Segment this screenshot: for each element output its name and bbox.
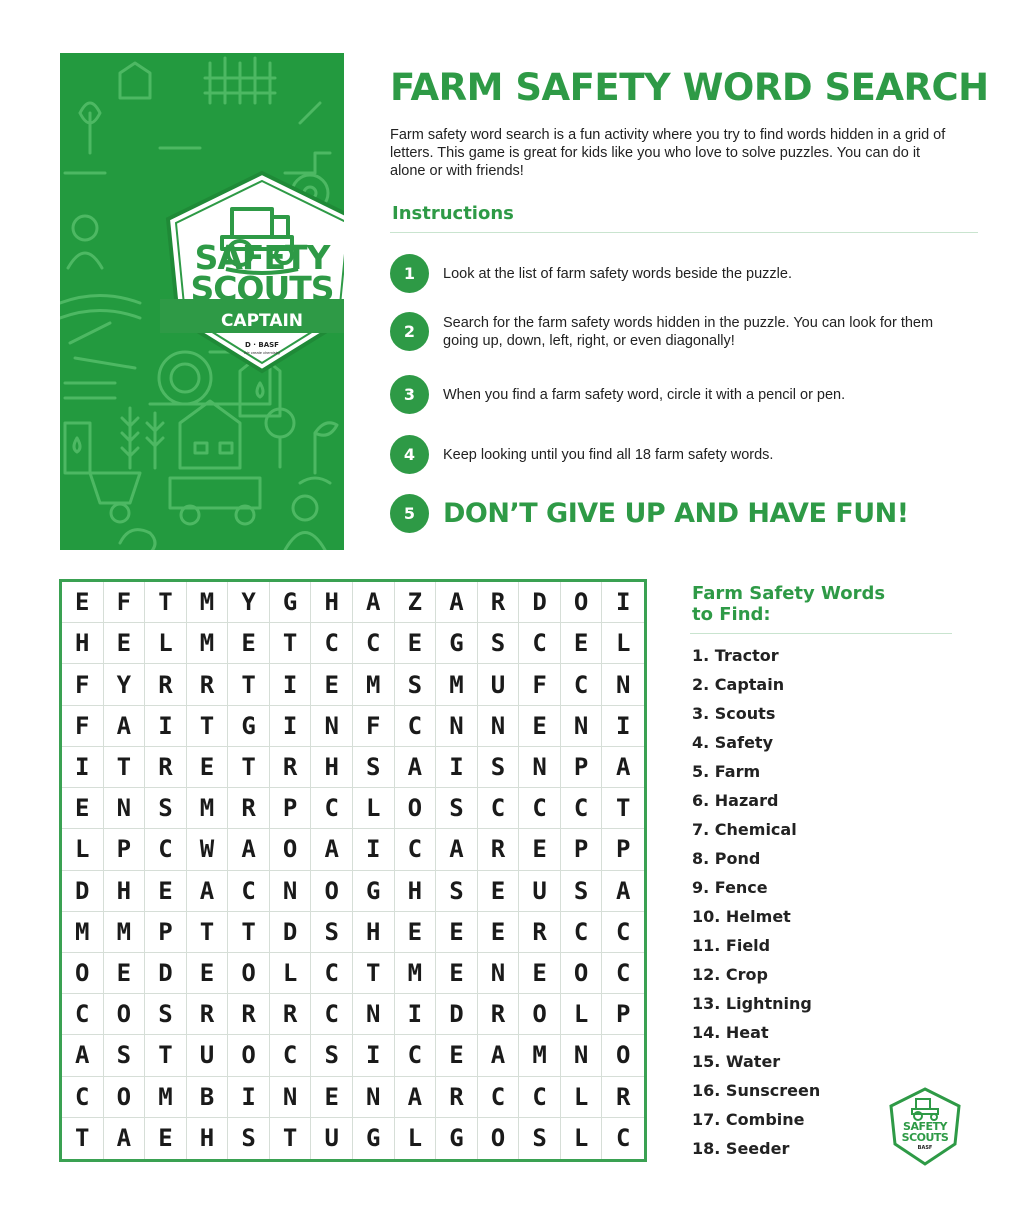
step-text-final: DON’T GIVE UP AND HAVE FUN! (443, 498, 909, 529)
step-text: Search for the farm safety words hidden in the puzzle. You can look for them going up, down, left, right, or even diagonally! (443, 315, 934, 349)
mini-safety-scouts-badge (888, 1087, 962, 1167)
grid-letter-cell[interactable]: S (353, 747, 395, 788)
grid-letter-cell[interactable]: M (395, 953, 437, 994)
grid-letter-cell[interactable]: L (561, 994, 603, 1035)
grid-letter-cell[interactable]: S (436, 871, 478, 912)
grid-letter-cell[interactable]: A (436, 829, 478, 870)
word-list-item: 2. Captain (692, 675, 785, 694)
grid-letter-cell[interactable]: S (395, 664, 437, 705)
step-number: 4 (390, 435, 429, 474)
step-number: 2 (390, 312, 429, 351)
grid-letter-cell[interactable]: I (436, 747, 478, 788)
grid-letter-cell[interactable]: A (602, 871, 644, 912)
grid-letter-cell[interactable]: O (228, 1035, 270, 1076)
grid-letter-cell[interactable]: P (270, 788, 312, 829)
grid-letter-cell[interactable]: R (187, 664, 229, 705)
grid-letter-cell[interactable]: M (187, 788, 229, 829)
grid-letter-cell[interactable]: L (561, 1077, 603, 1118)
grid-letter-cell[interactable]: U (478, 664, 520, 705)
grid-letter-cell[interactable]: M (187, 582, 229, 623)
grid-letter-cell[interactable]: C (519, 623, 561, 664)
instructions-heading: Instructions (392, 203, 514, 224)
grid-letter-cell[interactable]: S (228, 1118, 270, 1159)
grid-letter-cell[interactable]: A (104, 1118, 146, 1159)
grid-letter-cell[interactable]: D (270, 912, 312, 953)
grid-letter-cell[interactable]: A (311, 829, 353, 870)
grid-letter-cell[interactable]: O (62, 953, 104, 994)
grid-letter-cell[interactable]: C (519, 788, 561, 829)
grid-letter-cell[interactable]: I (62, 747, 104, 788)
grid-letter-cell[interactable]: S (436, 788, 478, 829)
grid-letter-cell[interactable]: P (561, 829, 603, 870)
word-list-item: 8. Pond (692, 849, 761, 868)
grid-letter-cell[interactable]: A (395, 1077, 437, 1118)
grid-letter-cell[interactable]: G (436, 623, 478, 664)
grid-letter-cell[interactable]: T (353, 953, 395, 994)
grid-letter-cell[interactable]: T (145, 1035, 187, 1076)
grid-letter-cell[interactable]: M (62, 912, 104, 953)
grid-letter-cell[interactable]: Z (395, 582, 437, 623)
instruction-step-1 (390, 254, 990, 294)
word-list-item: 6. Hazard (692, 791, 779, 810)
grid-letter-cell[interactable]: O (602, 1035, 644, 1076)
grid-letter-cell[interactable]: E (436, 953, 478, 994)
word-list-item: 5. Farm (692, 762, 761, 781)
grid-letter-cell[interactable]: S (311, 1035, 353, 1076)
grid-letter-cell[interactable]: S (311, 912, 353, 953)
grid-letter-cell[interactable]: N (436, 706, 478, 747)
grid-letter-cell[interactable]: E (145, 871, 187, 912)
grid-letter-cell[interactable]: E (395, 623, 437, 664)
grid-letter-cell[interactable]: C (270, 1035, 312, 1076)
grid-letter-cell[interactable]: E (311, 664, 353, 705)
grid-letter-cell[interactable]: C (519, 1077, 561, 1118)
word-list-item: 4. Safety (692, 733, 773, 752)
grid-letter-cell[interactable]: F (104, 582, 146, 623)
grid-letter-cell[interactable]: O (228, 953, 270, 994)
grid-letter-cell[interactable]: L (270, 953, 312, 994)
grid-letter-cell[interactable]: D (145, 953, 187, 994)
grid-letter-cell[interactable]: M (187, 623, 229, 664)
grid-letter-cell[interactable]: E (104, 623, 146, 664)
grid-letter-cell[interactable]: F (519, 664, 561, 705)
grid-letter-cell[interactable]: Y (104, 664, 146, 705)
grid-letter-cell[interactable]: S (478, 623, 520, 664)
grid-letter-cell[interactable]: G (228, 706, 270, 747)
step-number: 3 (390, 375, 429, 414)
grid-letter-cell[interactable]: R (187, 994, 229, 1035)
grid-letter-cell[interactable]: H (62, 623, 104, 664)
word-list-item: 17. Combine (692, 1110, 805, 1129)
grid-letter-cell[interactable]: O (478, 1118, 520, 1159)
grid-letter-cell[interactable]: F (62, 706, 104, 747)
grid-letter-cell[interactable]: R (270, 994, 312, 1035)
grid-letter-cell[interactable]: T (228, 747, 270, 788)
grid-letter-cell[interactable]: N (270, 871, 312, 912)
grid-letter-cell[interactable]: Y (228, 582, 270, 623)
grid-letter-cell[interactable]: S (478, 747, 520, 788)
grid-letter-cell[interactable]: A (228, 829, 270, 870)
grid-letter-cell[interactable]: R (602, 1077, 644, 1118)
grid-letter-cell[interactable]: I (270, 664, 312, 705)
instruction-step-3 (390, 375, 990, 415)
grid-letter-cell[interactable]: C (311, 994, 353, 1035)
grid-letter-cell[interactable]: C (62, 994, 104, 1035)
grid-letter-cell[interactable]: T (187, 912, 229, 953)
grid-letter-cell[interactable]: R (478, 829, 520, 870)
grid-letter-cell[interactable]: U (187, 1035, 229, 1076)
grid-letter-cell[interactable]: L (561, 1118, 603, 1159)
grid-letter-cell[interactable]: P (602, 829, 644, 870)
basf-tagline: We create chemistry (243, 350, 281, 355)
grid-letter-cell[interactable]: A (602, 747, 644, 788)
grid-letter-cell[interactable]: H (311, 747, 353, 788)
word-list (692, 645, 820, 1167)
cover-illustration (60, 53, 344, 550)
instruction-step-2 (390, 312, 990, 352)
grid-letter-cell[interactable]: E (311, 1077, 353, 1118)
grid-letter-cell[interactable]: G (353, 1118, 395, 1159)
grid-letter-cell[interactable]: P (104, 829, 146, 870)
grid-letter-cell[interactable]: S (145, 788, 187, 829)
step-text: Keep looking until you find all 18 farm safety words. (443, 447, 774, 463)
grid-letter-cell[interactable]: T (270, 623, 312, 664)
grid-letter-cell[interactable]: L (62, 829, 104, 870)
grid-letter-cell[interactable]: M (104, 912, 146, 953)
grid-letter-cell[interactable]: G (353, 871, 395, 912)
step-text: When you find a farm safety word, circle it with a pencil or pen. (443, 387, 846, 403)
grid-letter-cell[interactable]: T (602, 788, 644, 829)
grid-letter-cell[interactable]: N (104, 788, 146, 829)
grid-letter-cell[interactable]: R (145, 747, 187, 788)
badge-rank: CAPTAIN (220, 311, 304, 331)
grid-letter-cell[interactable]: T (187, 706, 229, 747)
word-list-item: 7. Chemical (692, 820, 797, 839)
instructions-divider (390, 232, 978, 233)
grid-letter-cell[interactable]: B (187, 1077, 229, 1118)
grid-letter-cell[interactable]: C (395, 706, 437, 747)
badge-title-line1: SAFETY (194, 238, 330, 277)
grid-letter-cell[interactable]: E (519, 829, 561, 870)
grid-letter-cell[interactable]: A (395, 747, 437, 788)
grid-letter-cell[interactable]: R (228, 994, 270, 1035)
grid-letter-cell[interactable]: C (615, 1124, 631, 1153)
grid-letter-cell[interactable]: U (519, 871, 561, 912)
mini-badge-line2: SCOUTS (901, 1131, 949, 1144)
grid-letter-cell[interactable]: R (478, 994, 520, 1035)
grid-letter-cell[interactable]: N (561, 1035, 603, 1076)
grid-letter-cell[interactable]: E (561, 623, 603, 664)
grid-letter-cell[interactable]: A (478, 1035, 520, 1076)
grid-letter-cell[interactable]: T (228, 912, 270, 953)
grid-letter-cell[interactable]: A (62, 1035, 104, 1076)
grid-letter-cell[interactable]: N (478, 953, 520, 994)
grid-letter-cell[interactable]: L (602, 623, 644, 664)
grid-letter-cell[interactable]: E (145, 1118, 187, 1159)
grid-letter-cell[interactable]: L (353, 788, 395, 829)
word-list-item: 16. Sunscreen (692, 1081, 821, 1100)
grid-letter-cell[interactable]: C (228, 871, 270, 912)
grid-letter-cell[interactable]: C (145, 829, 187, 870)
grid-letter-cell[interactable]: C (561, 664, 603, 705)
grid-letter-cell[interactable]: N (602, 664, 644, 705)
grid-letter-cell[interactable]: E (478, 871, 520, 912)
word-list-item: 9. Fence (692, 878, 768, 897)
grid-letter-cell[interactable]: M (519, 1035, 561, 1076)
word-list-divider (690, 633, 952, 634)
grid-letter-cell[interactable]: O (311, 871, 353, 912)
grid-letter-cell[interactable]: H (395, 871, 437, 912)
grid-letter-cell[interactable]: S (104, 1035, 146, 1076)
word-search-grid[interactable] (59, 579, 647, 1162)
grid-letter-cell[interactable]: A (104, 706, 146, 747)
grid-letter-cell[interactable]: C (311, 953, 353, 994)
grid-letter-cell[interactable]: F (62, 664, 104, 705)
intro-paragraph: Farm safety word search is a fun activity where you try to find words hidden in a grid of letters. This game is great for kids like you who love to solve puzzles. You can do it alone or with friends! (390, 127, 946, 179)
grid-letter-cell[interactable]: A (187, 871, 229, 912)
grid-letter-cell[interactable]: R (270, 747, 312, 788)
word-list-item: 13. Lightning (692, 994, 812, 1013)
word-list-item: 14. Heat (692, 1023, 769, 1042)
grid-letter-cell[interactable]: T (104, 747, 146, 788)
grid-letter-cell[interactable]: P (561, 747, 603, 788)
step-number: 1 (390, 254, 429, 293)
grid-letter-cell[interactable]: L (145, 623, 187, 664)
grid-letter-cell[interactable]: E (519, 953, 561, 994)
grid-letter-cell[interactable]: E (187, 953, 229, 994)
safety-scouts-badge (160, 169, 344, 379)
grid-letter-cell[interactable]: E (395, 912, 437, 953)
grid-letter-cell[interactable]: E (187, 747, 229, 788)
grid-letter-cell[interactable]: C (353, 623, 395, 664)
word-list-heading-line2: to Find: (692, 604, 771, 625)
grid-letter-cell[interactable]: P (602, 994, 644, 1035)
grid-letter-cell[interactable]: T (228, 664, 270, 705)
grid-letter-cell[interactable]: O (519, 994, 561, 1035)
grid-letter-cell[interactable]: T (270, 1118, 312, 1159)
grid-letter-cell[interactable]: O (270, 829, 312, 870)
grid-letter-cell[interactable]: R (228, 788, 270, 829)
grid-letter-cell[interactable]: C (311, 788, 353, 829)
grid-letter-cell[interactable]: O (104, 1077, 146, 1118)
grid-letter-cell[interactable]: I (395, 994, 437, 1035)
grid-letter-cell[interactable]: I (602, 582, 644, 623)
grid-letter-cell[interactable]: R (145, 664, 187, 705)
grid-letter-cell[interactable]: G (436, 1118, 478, 1159)
grid-letter-cell[interactable]: I (602, 706, 644, 747)
grid-letter-cell[interactable]: F (353, 706, 395, 747)
word-list-item: 15. Water (692, 1052, 781, 1071)
word-list-item: 1. Tractor (692, 646, 779, 665)
grid-letter-cell[interactable]: D (519, 582, 561, 623)
grid-letter-cell[interactable]: E (478, 912, 520, 953)
grid-letter-cell[interactable]: O (395, 788, 437, 829)
grid-letter-cell[interactable]: O (104, 994, 146, 1035)
grid-letter-cell[interactable]: O (561, 582, 603, 623)
grid-letter-cell[interactable]: E (104, 953, 146, 994)
badge-title-line2: SCOUTS (190, 269, 334, 308)
grid-letter-cell[interactable]: C (395, 1035, 437, 1076)
grid-letter-cell[interactable]: R (436, 1077, 478, 1118)
grid-letter-cell[interactable]: I (353, 1035, 395, 1076)
grid-letter-cell[interactable]: G (270, 582, 312, 623)
step-number: 5 (390, 494, 429, 533)
grid-letter-cell[interactable]: L (395, 1118, 437, 1159)
grid-letter-cell[interactable]: C (602, 953, 644, 994)
grid-letter-cell[interactable]: O (561, 953, 603, 994)
grid-letter-cell[interactable]: N (519, 747, 561, 788)
grid-letter-cell[interactable]: E (436, 912, 478, 953)
word-list-item: 12. Crop (692, 965, 768, 984)
word-list-item: 10. Helmet (692, 907, 791, 926)
mini-badge-line1: SAFETY (903, 1120, 947, 1133)
grid-letter-cell[interactable]: U (311, 1118, 353, 1159)
grid-letter-cell[interactable]: H (187, 1118, 229, 1159)
grid-letter-cell[interactable]: A (353, 582, 395, 623)
grid-letter-cell[interactable]: M (145, 1077, 187, 1118)
grid-letter-cell[interactable]: C (561, 912, 603, 953)
page-title: FARM SAFETY WORD SEARCH (390, 66, 989, 109)
word-list-item: 3. Scouts (692, 704, 776, 723)
instruction-step-4 (390, 435, 990, 475)
grid-letter-cell[interactable]: I (228, 1077, 270, 1118)
grid-letter-cell[interactable]: C (478, 788, 520, 829)
grid-letter-cell[interactable]: N (311, 706, 353, 747)
word-list-item: 11. Field (692, 936, 771, 955)
grid-letter-cell[interactable]: R (519, 912, 561, 953)
grid-letter-cell[interactable]: R (478, 582, 520, 623)
grid-letter-cell[interactable]: D (62, 871, 104, 912)
grid-letter-cell[interactable]: H (104, 871, 146, 912)
grid-letter-cell[interactable]: E (62, 788, 104, 829)
grid-letter-cell[interactable]: N (353, 1077, 395, 1118)
grid-letter-cell[interactable]: E (228, 623, 270, 664)
grid-letter-cell[interactable]: S (145, 994, 187, 1035)
grid-letter-cell[interactable]: I (270, 706, 312, 747)
grid-letter-cell[interactable]: E (519, 706, 561, 747)
grid-letter-cell[interactable]: H (353, 912, 395, 953)
grid-letter-cell[interactable]: C (62, 1077, 104, 1118)
grid-letter-cell[interactable]: N (270, 1077, 312, 1118)
grid-letter-cell[interactable]: T (62, 1118, 104, 1159)
word-list-item: 18. Seeder (692, 1139, 790, 1158)
grid-letter-cell[interactable]: C (395, 829, 437, 870)
mini-badge-logo: BASF (917, 1145, 933, 1151)
grid-letter-cell[interactable]: N (353, 994, 395, 1035)
instruction-step-5 (390, 494, 990, 534)
grid-letter-cell[interactable]: A (436, 582, 478, 623)
basf-logo: D · BASF (245, 341, 279, 349)
step-text: Look at the list of farm safety words beside the puzzle. (443, 266, 792, 282)
grid-letter-cell[interactable]: P (145, 912, 187, 953)
grid-letter-cell[interactable]: I (353, 829, 395, 870)
grid-letter-cell[interactable]: C (602, 912, 644, 953)
word-list-heading (692, 583, 952, 625)
grid-letter-cell[interactable]: W (187, 829, 229, 870)
grid-letter-cell[interactable]: S (519, 1118, 561, 1159)
grid-letter-cell[interactable]: C (478, 1077, 520, 1118)
grid-letter-cell[interactable]: D (436, 994, 478, 1035)
grid-letter-cell[interactable]: E (62, 582, 104, 623)
grid-letter-cell[interactable]: E (436, 1035, 478, 1076)
grid-letter-cell[interactable]: M (436, 664, 478, 705)
grid-letter-cell[interactable]: M (353, 664, 395, 705)
grid-letter-cell[interactable]: N (478, 706, 520, 747)
grid-letter-cell[interactable]: S (561, 871, 603, 912)
word-list-heading-line1: Farm Safety Words (692, 583, 886, 604)
grid-letter-cell[interactable]: T (145, 582, 187, 623)
grid-letter-cell[interactable]: C (561, 788, 603, 829)
grid-letter-cell[interactable]: C (311, 623, 353, 664)
grid-letter-cell[interactable]: N (561, 706, 603, 747)
grid-letter-cell[interactable]: I (145, 706, 187, 747)
grid-letter-cell[interactable]: H (311, 582, 353, 623)
